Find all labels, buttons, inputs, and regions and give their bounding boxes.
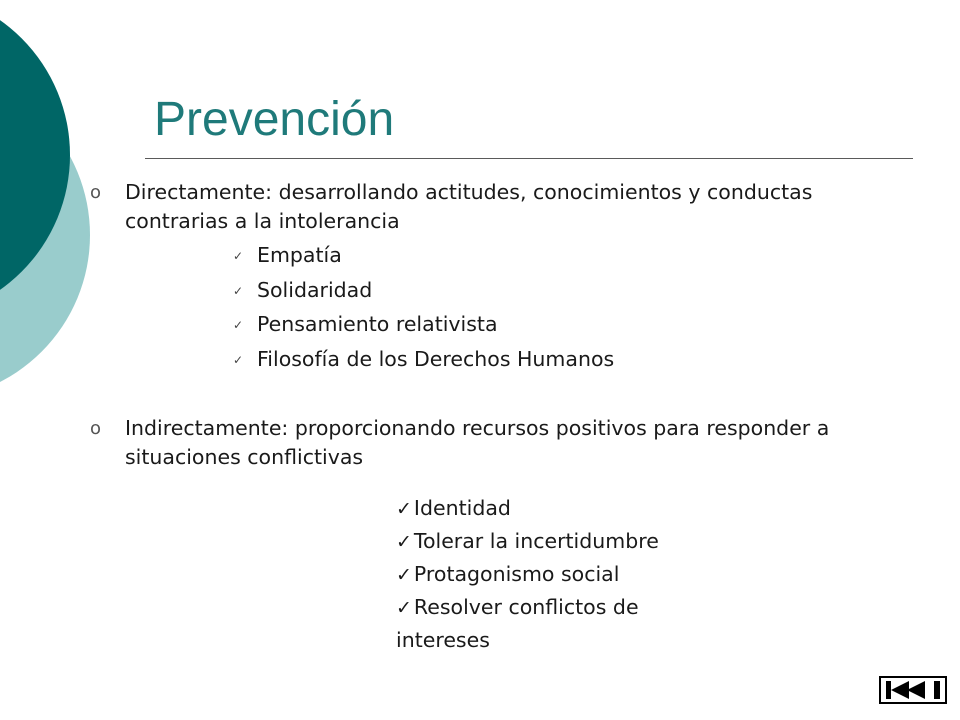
check-icon: ✓ <box>396 531 412 553</box>
list-item-label: Tolerar la incertidumbre <box>413 529 659 553</box>
bullet-marker: o <box>90 182 102 203</box>
sub-item-label: Empatía <box>257 243 342 267</box>
resources-list <box>396 492 726 656</box>
sub-item <box>233 277 372 304</box>
list-item-label: Resolver conflictos de intereses <box>396 595 639 652</box>
list-item <box>396 558 726 591</box>
sub-item <box>233 242 342 269</box>
check-icon: ✓ <box>396 597 412 619</box>
bullet-marker: o <box>90 418 102 439</box>
list-item <box>396 591 726 656</box>
list-item <box>396 492 726 525</box>
sub-item <box>233 311 498 338</box>
sub-item-label: Solidaridad <box>257 278 373 302</box>
check-icon: ✓ <box>396 564 412 586</box>
bullet-directamente <box>90 178 830 236</box>
slide-title: Prevención <box>154 93 395 146</box>
list-item-label: Protagonismo social <box>413 562 620 586</box>
check-icon: ✓ <box>233 353 244 367</box>
check-icon: ✓ <box>233 249 244 263</box>
bullet-text: Indirectamente: proporcionando recursos positivos para responder a situaciones conflictivas <box>125 416 830 469</box>
check-icon: ✓ <box>396 498 412 520</box>
first-slide-button[interactable] <box>879 676 947 704</box>
title-divider <box>145 158 913 159</box>
list-item-label: Identidad <box>413 496 511 520</box>
sub-item <box>233 346 614 373</box>
sub-item-label: Pensamiento relativista <box>257 312 498 336</box>
check-icon: ✓ <box>233 318 244 332</box>
check-icon: ✓ <box>233 284 244 298</box>
sub-item-label: Filosofía de los Derechos Humanos <box>257 347 615 371</box>
bullet-indirectamente <box>90 414 830 472</box>
list-item <box>396 525 726 558</box>
bullet-text: Directamente: desarrollando actitudes, conocimientos y conductas contrarias a la intolerancia <box>125 180 813 233</box>
